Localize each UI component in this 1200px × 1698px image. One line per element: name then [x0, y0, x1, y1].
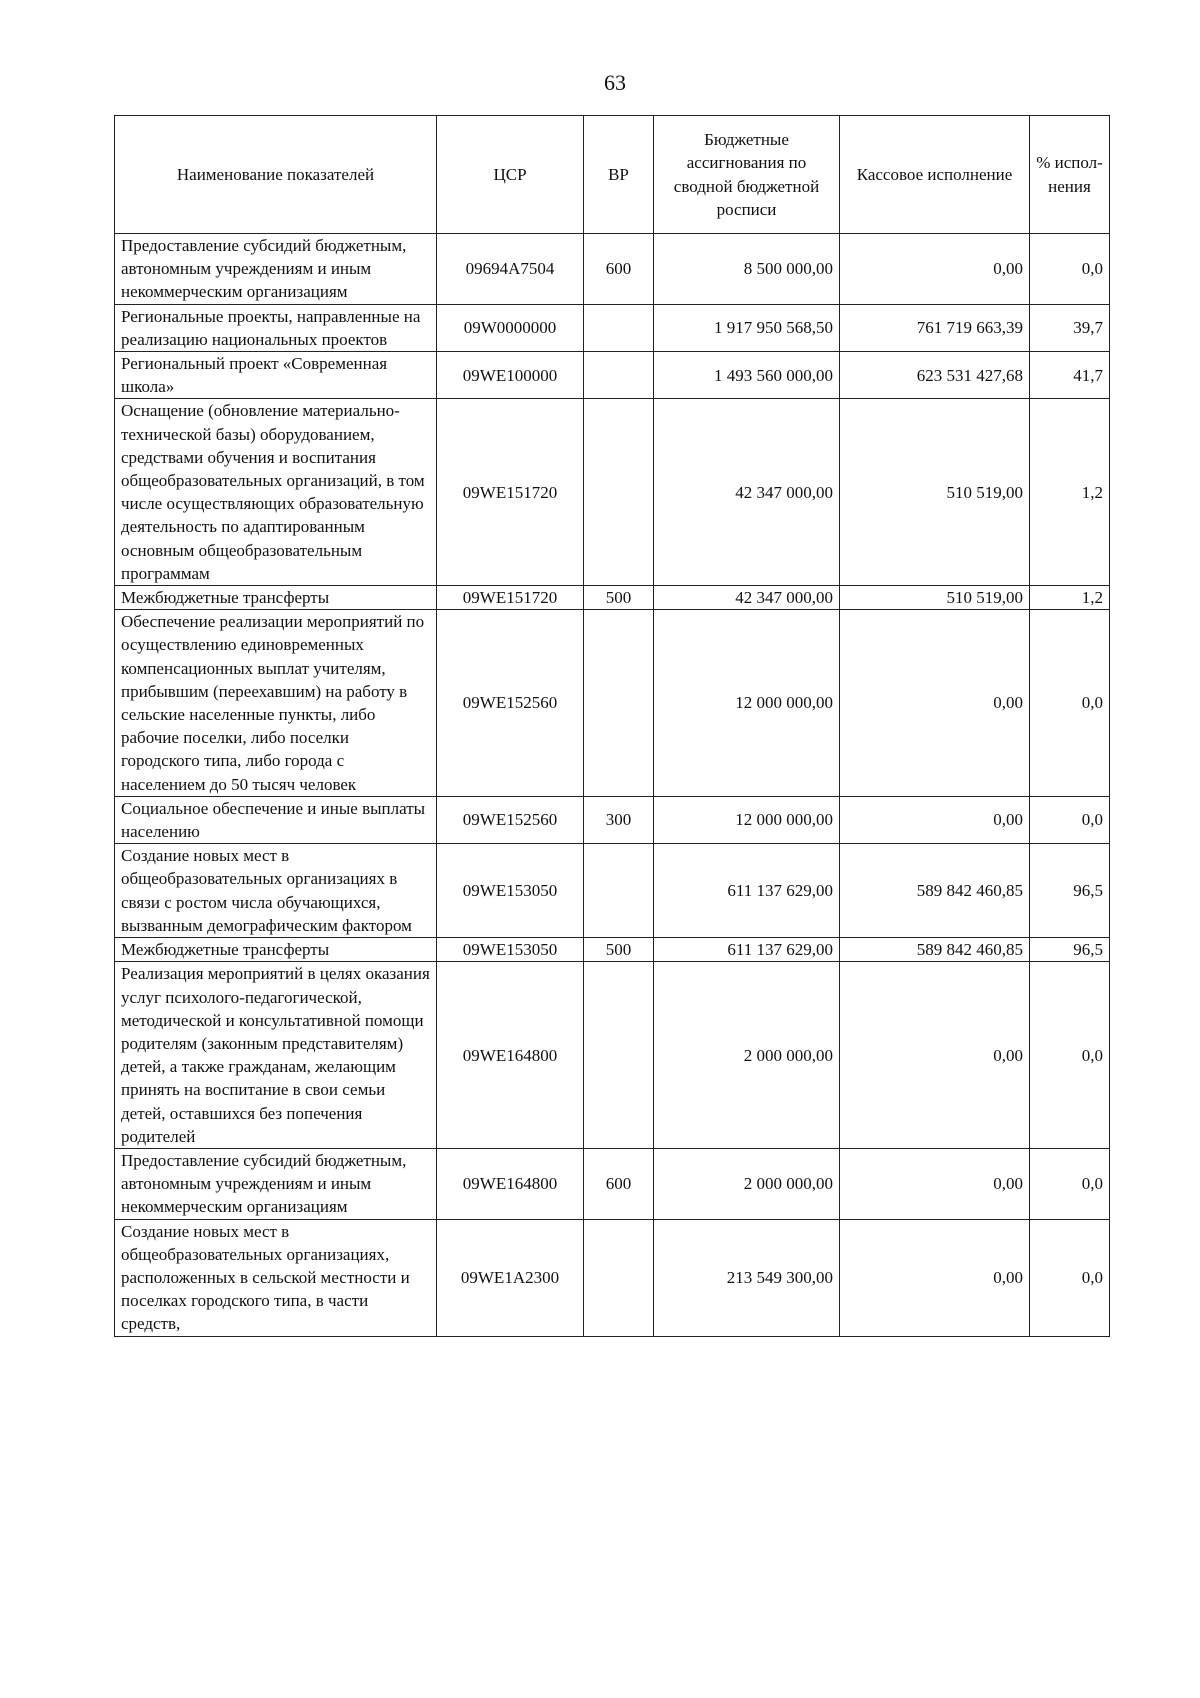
- row-percent: 96,5: [1030, 844, 1110, 938]
- row-percent: 0,0: [1030, 234, 1110, 305]
- row-percent: 0,0: [1030, 796, 1110, 843]
- row-name: Обеспечение реализации мероприятий по осуществлению единовременных компенсационных выплат учителям, прибывшим (переехавшим) на работу в сельские населенные пункты, либо рабочие поселки, либо поселки городского типа, либо города с населением до 50 тысяч человек: [115, 610, 437, 797]
- row-name: Предоставление субсидий бюджетным, автономным учреждениям и иным некоммерческим организациям: [115, 234, 437, 305]
- row-assignments: 42 347 000,00: [654, 399, 840, 586]
- table-row: [115, 844, 1110, 938]
- row-assignments: 1 917 950 568,50: [654, 304, 840, 351]
- table-row: [115, 1219, 1110, 1336]
- table-row: [115, 938, 1110, 962]
- row-csr: 09WE152560: [437, 610, 584, 797]
- table-row: [115, 610, 1110, 797]
- row-cash: 761 719 663,39: [840, 304, 1030, 351]
- row-vr: 300: [584, 796, 654, 843]
- table-row: [115, 962, 1110, 1149]
- header-name: Наименование показателей: [115, 116, 437, 234]
- row-vr: [584, 304, 654, 351]
- row-vr: 600: [584, 1148, 654, 1219]
- row-name: Межбюджетные трансферты: [115, 586, 437, 610]
- table-row: [115, 1148, 1110, 1219]
- row-csr: 09WE152560: [437, 796, 584, 843]
- budget-table: [114, 115, 1110, 1337]
- table-row: [115, 304, 1110, 351]
- row-cash: 0,00: [840, 234, 1030, 305]
- row-assignments: 42 347 000,00: [654, 586, 840, 610]
- row-percent: 0,0: [1030, 962, 1110, 1149]
- header-csr: ЦСР: [437, 116, 584, 234]
- row-assignments: 1 493 560 000,00: [654, 352, 840, 399]
- row-assignments: 611 137 629,00: [654, 844, 840, 938]
- row-cash: 510 519,00: [840, 586, 1030, 610]
- page-number: 63: [604, 70, 626, 95]
- row-csr: 09WE151720: [437, 399, 584, 586]
- row-vr: [584, 1219, 654, 1336]
- row-assignments: 611 137 629,00: [654, 938, 840, 962]
- row-name: Реализация мероприятий в целях оказания услуг психолого-педагогической, методической и консультативной помощи родителям (законным представителям) детей, а также гражданам, желающим принять на воспитание в свои семьи детей, оставшихся без попечения родителей: [115, 962, 437, 1149]
- row-cash: 0,00: [840, 1148, 1030, 1219]
- row-cash: 589 842 460,85: [840, 844, 1030, 938]
- row-cash: 510 519,00: [840, 399, 1030, 586]
- row-assignments: 213 549 300,00: [654, 1219, 840, 1336]
- table-row: [115, 352, 1110, 399]
- header-assignments: Бюджетные ассигнования по сводной бюджетной росписи: [654, 116, 840, 234]
- row-name: Создание новых мест в общеобразовательных организациях, расположенных в сельской местности и поселках городского типа, в части средств,: [115, 1219, 437, 1336]
- row-percent: 0,0: [1030, 1219, 1110, 1336]
- row-name: Региональные проекты, направленные на реализацию национальных проектов: [115, 304, 437, 351]
- row-vr: [584, 399, 654, 586]
- row-vr: 600: [584, 234, 654, 305]
- row-percent: 1,2: [1030, 586, 1110, 610]
- row-assignments: 2 000 000,00: [654, 962, 840, 1149]
- row-csr: 09WE153050: [437, 938, 584, 962]
- row-percent: 0,0: [1030, 1148, 1110, 1219]
- row-percent: 41,7: [1030, 352, 1110, 399]
- header-percent: % испол-нения: [1030, 116, 1110, 234]
- row-assignments: 2 000 000,00: [654, 1148, 840, 1219]
- row-name: Создание новых мест в общеобразовательных организациях в связи с ростом числа обучающихся, вызванным демографическим фактором: [115, 844, 437, 938]
- row-csr: 09W0000000: [437, 304, 584, 351]
- row-percent: 0,0: [1030, 610, 1110, 797]
- row-csr: 09WE151720: [437, 586, 584, 610]
- row-name: Межбюджетные трансферты: [115, 938, 437, 962]
- table-row: [115, 586, 1110, 610]
- row-percent: 39,7: [1030, 304, 1110, 351]
- row-csr: 09WE100000: [437, 352, 584, 399]
- row-cash: 0,00: [840, 1219, 1030, 1336]
- row-cash: 0,00: [840, 610, 1030, 797]
- row-csr: 09WE164800: [437, 1148, 584, 1219]
- row-percent: 1,2: [1030, 399, 1110, 586]
- row-assignments: 12 000 000,00: [654, 610, 840, 797]
- row-csr: 09WE164800: [437, 962, 584, 1149]
- row-csr: 09694А7504: [437, 234, 584, 305]
- row-assignments: 8 500 000,00: [654, 234, 840, 305]
- row-cash: 0,00: [840, 962, 1030, 1149]
- row-vr: [584, 962, 654, 1149]
- row-vr: [584, 352, 654, 399]
- row-name: Региональный проект «Современная школа»: [115, 352, 437, 399]
- row-percent: 96,5: [1030, 938, 1110, 962]
- row-name: Оснащение (обновление материально-технической базы) оборудованием, средствами обучения и воспитания общеобразовательных организаций, в том числе осуществляющих образовательную деятельность по адаптированным основным общеобразовательным программам: [115, 399, 437, 586]
- header-cash-execution: Кассовое исполнение: [840, 116, 1030, 234]
- row-vr: [584, 844, 654, 938]
- row-assignments: 12 000 000,00: [654, 796, 840, 843]
- row-vr: 500: [584, 938, 654, 962]
- table-header-row: [115, 116, 1110, 234]
- header-vr: ВР: [584, 116, 654, 234]
- row-cash: 589 842 460,85: [840, 938, 1030, 962]
- row-vr: [584, 610, 654, 797]
- table-row: [115, 234, 1110, 305]
- row-csr: 09WE153050: [437, 844, 584, 938]
- row-cash: 623 531 427,68: [840, 352, 1030, 399]
- table-row: [115, 399, 1110, 586]
- row-csr: 09WE1А2300: [437, 1219, 584, 1336]
- row-cash: 0,00: [840, 796, 1030, 843]
- table-row: [115, 796, 1110, 843]
- row-vr: 500: [584, 586, 654, 610]
- row-name: Предоставление субсидий бюджетным, автономным учреждениям и иным некоммерческим организациям: [115, 1148, 437, 1219]
- row-name: Социальное обеспечение и иные выплаты населению: [115, 796, 437, 843]
